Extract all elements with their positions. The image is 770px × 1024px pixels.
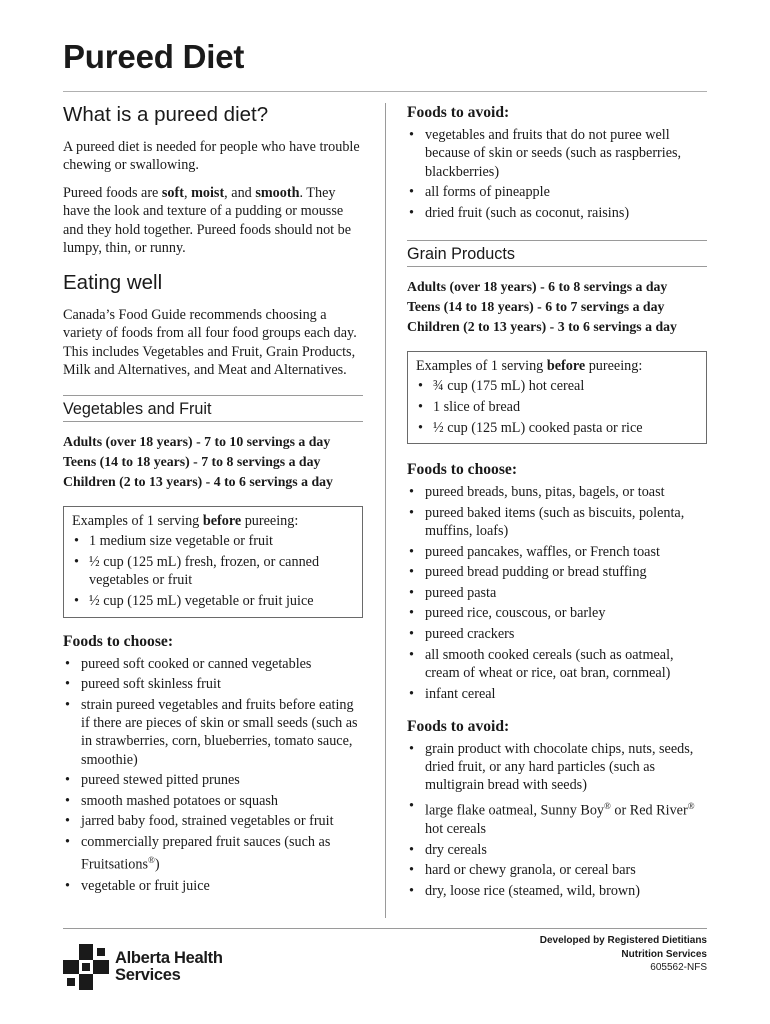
list-item: • infant cereal: [407, 685, 707, 703]
eating-well-paragraph: Canada’s Food Guide recommends choosing a variety of foods from all four food groups each day. This includes Vegetables and Fruit, Grain Products, Milk and Alternatives, and Meat and Alternatives.: [63, 306, 357, 378]
list-item: • hard or chewy granola, or cereal bars: [407, 861, 707, 879]
list-item: • jarred baby food, strained vegetables or fruit: [63, 812, 363, 830]
ahs-logo-icon: [63, 944, 109, 990]
footer-divider: [63, 928, 707, 929]
list-item: • pureed stewed pitted prunes: [63, 771, 363, 789]
list-item: • dry cereals: [407, 841, 707, 859]
ahs-logo: [63, 944, 223, 990]
intro-paragraph-2: Pureed foods are soft, moist, and smooth. They have the look and texture of a pudding or mousse and they hold together. Pureed foods should not be lumpy, thin, or runny.: [63, 185, 352, 257]
servings-children: Children (2 to 13 years) - 3 to 6 servings a day: [407, 319, 677, 335]
page-title: Pureed Diet: [63, 38, 245, 75]
list-item: • 1 medium size vegetable or fruit: [72, 532, 354, 550]
developed-by: Developed by Registered Dietitians: [539, 935, 707, 946]
list-item: • pureed pasta: [407, 584, 707, 602]
veg-fruit-servings: [63, 432, 363, 492]
servings-adults: Adults (over 18 years) - 6 to 8 servings a day: [407, 279, 668, 295]
list-item: • pureed soft cooked or canned vegetables: [63, 655, 363, 673]
list-item: • grain product with chocolate chips, nuts, seeds, dried fruit, or any hard particles (such as multigrain bread with seeds): [407, 740, 707, 795]
list-item: • dried fruit (such as coconut, raisins): [407, 204, 707, 222]
veg-avoid-list: [407, 126, 707, 222]
grain-examples-box: [407, 351, 707, 444]
servings-teens: Teens (14 to 18 years) - 7 to 8 servings a day: [63, 454, 321, 470]
grain-choose-list: [407, 483, 707, 703]
list-item: • strain pureed vegetables and fruits before eating if there are pieces of skin or small seeds (such as in strawberries, corn, blueberries, tomato sauce, smoothie): [63, 696, 363, 769]
veg-avoid-heading: Foods to avoid:: [407, 104, 510, 121]
veg-choose-heading: Foods to choose:: [63, 632, 174, 650]
list-item: • pureed breads, buns, pitas, bagels, or toast: [407, 483, 707, 501]
examples-label: Examples of 1 serving before pureeing:: [416, 358, 643, 375]
servings-adults: Adults (over 18 years) - 7 to 10 servings a day: [63, 434, 331, 450]
list-item: • smooth mashed potatoes or squash: [63, 792, 363, 810]
servings-teens: Teens (14 to 18 years) - 6 to 7 servings a day: [407, 299, 665, 315]
list-item: • pureed rice, couscous, or barley: [407, 604, 707, 622]
list-item: • dry, loose rice (steamed, wild, brown): [407, 882, 707, 900]
list-item: • pureed crackers: [407, 625, 707, 643]
footer-credits: [540, 934, 707, 975]
department: Nutrition Services: [621, 948, 707, 960]
list-item: • ½ cup (125 mL) vegetable or fruit juice: [72, 592, 354, 610]
grain-servings: [407, 277, 707, 337]
smooth-keyword: smooth: [255, 185, 300, 202]
grain-avoid-heading: Foods to avoid:: [407, 717, 510, 735]
list-item: • pureed bread pudding or bread stuffing: [407, 563, 707, 581]
veg-fruit-heading: Vegetables and Fruit: [63, 395, 363, 422]
veg-choose-list: [63, 655, 363, 895]
grain-choose-heading: Foods to choose:: [407, 461, 518, 479]
servings-children: Children (2 to 13 years) - 4 to 6 servings a day: [63, 474, 333, 490]
eating-well-heading: Eating well: [63, 271, 163, 295]
title-divider: [63, 91, 707, 92]
list-item: • vegetable or fruit juice: [63, 877, 363, 895]
grain-avoid-list: [407, 740, 707, 900]
grain-heading: Grain Products: [407, 240, 707, 267]
list-item: • commercially prepared fruit sauces (such as Fruitsations®): [63, 833, 363, 874]
moist-keyword: moist: [191, 185, 225, 202]
column-divider: [385, 103, 386, 918]
document-code: 605562-NFS: [650, 962, 707, 973]
intro-paragraph-1: A pureed diet is needed for people who have trouble chewing or swallowing.: [63, 138, 360, 173]
intro-heading: What is a pureed diet?: [63, 103, 269, 126]
list-item: • pureed soft skinless fruit: [63, 675, 363, 693]
list-item: • large flake oatmeal, Sunny Boy® or Red River® hot cereals: [407, 797, 707, 838]
ahs-logo-text: Alberta Health Services: [115, 949, 223, 984]
examples-label: Examples of 1 serving before pureeing:: [72, 513, 299, 530]
right-column: [407, 103, 707, 902]
list-item: • ¾ cup (175 mL) hot cereal: [416, 377, 698, 395]
veg-fruit-examples-box: [63, 506, 363, 617]
list-item: • ½ cup (125 mL) fresh, frozen, or canned vegetables or fruit: [72, 553, 354, 590]
list-item: • all smooth cooked cereals (such as oatmeal, cream of wheat or rice, oat bran, cornmeal): [407, 646, 707, 683]
list-item: • ½ cup (125 mL) cooked pasta or rice: [416, 419, 698, 437]
list-item: • all forms of pineapple: [407, 183, 707, 201]
left-column: [63, 103, 363, 897]
soft-keyword: soft: [161, 185, 184, 202]
list-item: • pureed pancakes, waffles, or French toast: [407, 543, 707, 561]
list-item: • pureed baked items (such as biscuits, polenta, muffins, loafs): [407, 504, 707, 541]
list-item: • vegetables and fruits that do not puree well because of skin or seeds (such as raspberries, blackberries): [407, 126, 707, 181]
list-item: • 1 slice of bread: [416, 398, 698, 416]
